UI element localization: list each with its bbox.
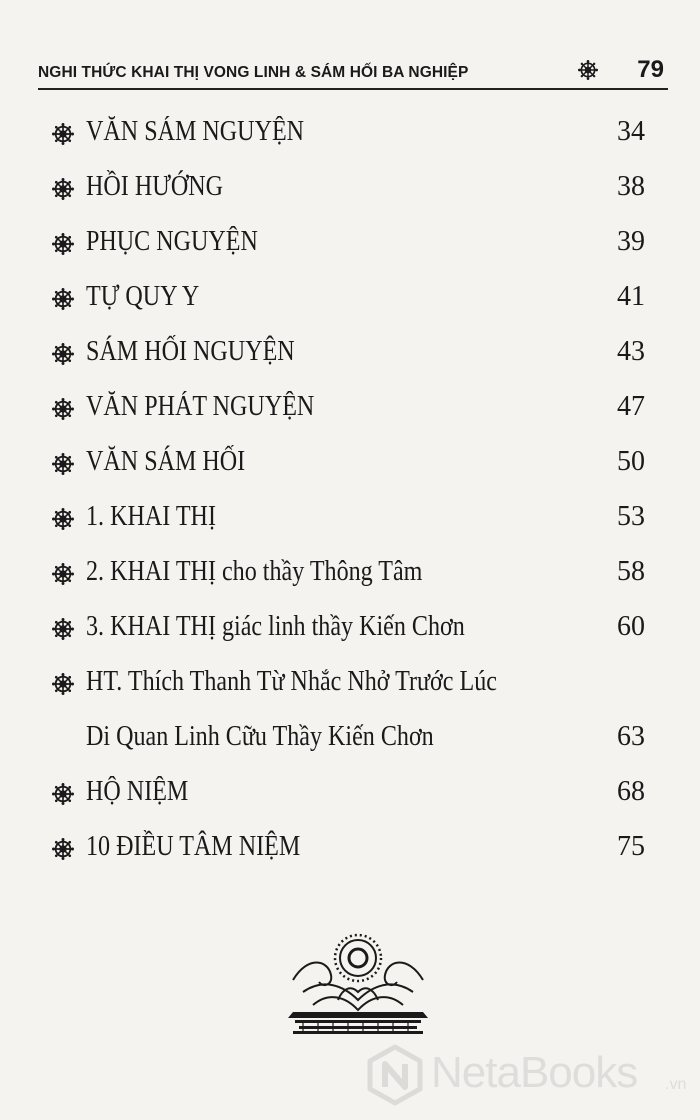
toc-entry-title: 2. KHAI THỊ cho thầy Thông Tâm (86, 556, 423, 587)
dharma-wheel-icon (52, 288, 74, 310)
toc-entry-title: HỘ NIỆM (86, 776, 189, 807)
toc-entry-page: 38 (617, 171, 645, 202)
netabooks-watermark (365, 1042, 695, 1110)
toc-entry-title: SÁM HỐI NGUYỆN (86, 336, 295, 367)
toc-entry-title: VĂN SÁM HỐI (86, 446, 246, 477)
toc-entry-page: 34 (617, 116, 645, 147)
toc-entry[interactable] (48, 820, 648, 875)
toc-entry[interactable] (48, 600, 648, 655)
netabooks-logo-icon (365, 1044, 425, 1106)
watermark-brand: NetaBooks (431, 1048, 638, 1097)
toc-entry[interactable] (48, 160, 648, 215)
dharma-wheel-icon (52, 453, 74, 475)
lotus-ornament-icon (283, 930, 433, 1040)
dharma-wheel-icon (52, 838, 74, 860)
watermark-domain: .vn (665, 1076, 687, 1093)
toc-entry-page: 47 (617, 391, 645, 422)
toc-entry[interactable] (48, 545, 648, 600)
toc-entry-title: VĂN SÁM NGUYỆN (86, 116, 305, 147)
toc-entry-title: PHỤC NGUYỆN (86, 226, 258, 257)
toc-entry-title: 3. KHAI THỊ giác linh thầy Kiến Chơn (86, 611, 465, 642)
header-title: NGHI THỨC KHAI THỊ VONG LINH & SÁM HỐI BA NGHIỆP (38, 64, 469, 81)
toc-entry-page: 39 (617, 226, 645, 257)
toc-entry[interactable] (48, 215, 648, 270)
toc-entry[interactable] (48, 435, 648, 490)
toc-entry[interactable] (48, 325, 648, 380)
dharma-wheel-icon (52, 783, 74, 805)
toc-entry-title: 10 ĐIỀU TÂM NIỆM (86, 831, 301, 862)
dharma-wheel-icon (52, 178, 74, 200)
toc-entry[interactable] (48, 490, 648, 545)
dharma-wheel-icon (52, 508, 74, 530)
toc-entry-page: 50 (617, 446, 645, 477)
dharma-wheel-icon (52, 343, 74, 365)
toc-entry[interactable] (48, 270, 648, 325)
toc-entry-page: 68 (617, 776, 645, 807)
dharma-wheel-icon (52, 398, 74, 420)
toc-entry-page: 75 (617, 831, 645, 862)
dharma-wheel-icon (52, 563, 74, 585)
dharma-wheel-icon (578, 60, 598, 80)
toc-entry-title: HT. Thích Thanh Từ Nhắc Nhở Trước Lúc (86, 666, 497, 697)
toc-entry-page: 60 (617, 611, 645, 642)
toc-entry-title: 1. KHAI THỊ (86, 501, 216, 532)
page-number: 79 (637, 56, 664, 83)
toc-entry-page: 58 (617, 556, 645, 587)
toc-entry-page: 63 (617, 721, 645, 752)
dharma-wheel-icon (52, 123, 74, 145)
toc-entry-title: HỒI HƯỚNG (86, 171, 224, 202)
toc-entry[interactable] (48, 105, 648, 160)
toc-entry-page: 53 (617, 501, 645, 532)
dharma-wheel-icon (52, 618, 74, 640)
toc-entry-title: VĂN PHÁT NGUYỆN (86, 391, 315, 422)
toc-entry[interactable] (48, 765, 648, 820)
toc-entry-page: 43 (617, 336, 645, 367)
table-of-contents (48, 105, 648, 875)
toc-entry-page: 41 (617, 281, 645, 312)
running-header (38, 48, 668, 90)
toc-entry[interactable] (48, 380, 648, 435)
dharma-wheel-icon (52, 233, 74, 255)
toc-entry-title-continued: Di Quan Linh Cữu Thầy Kiến Chơn (86, 721, 434, 752)
dharma-wheel-icon (52, 673, 74, 695)
toc-entry[interactable] (48, 655, 648, 765)
toc-entry-title: TỰ QUY Y (86, 281, 200, 312)
